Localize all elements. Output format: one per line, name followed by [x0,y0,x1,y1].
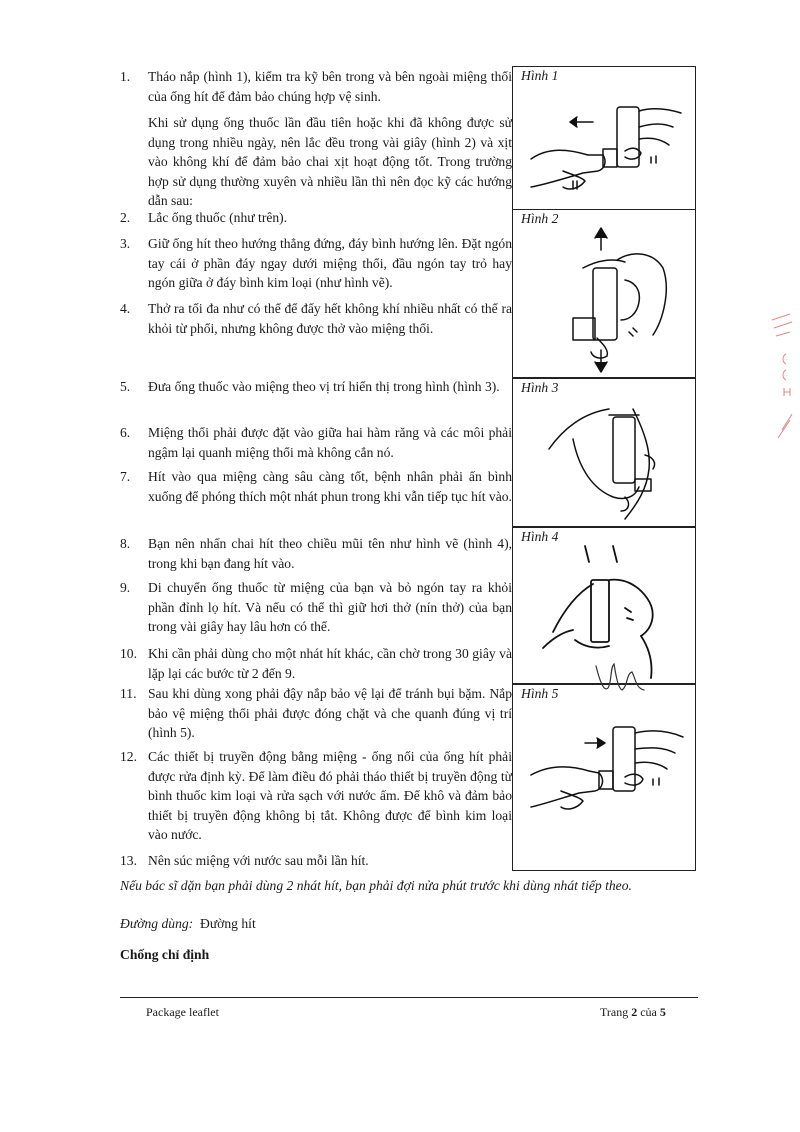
handwritten-initials [592,658,652,698]
step-4 [120,299,512,338]
inhaler-cap-replace-illustration [513,685,697,872]
step-text: Giữ ống hít theo hướng thẳng đứng, đáy bình hướng lên. Đặt ngón tay cái ở phần đáy ngay dưới miệng thổi, đầu ngón tay trỏ hay ngón giữa ở đáy bình kim loại (như hình vẽ). [148,236,512,291]
figure-label: Hình 1 [521,68,559,83]
step-number: 8. [120,536,131,551]
step-text: Miệng thổi phải được đặt vào giữa hai hàm răng và các môi phải ngậm lại quanh miệng thổi mà không cắn nó. [148,425,512,460]
step-7 [120,467,512,506]
page-of: của [640,1005,657,1019]
step-text: Tháo nắp (hình 1), kiểm tra kỹ bên trong và bên ngoài miệng thổi của ống hít để đảm bảo chúng hợp vệ sinh. [148,69,512,104]
step-text: Khi cần phải dùng cho một nhát hít khác, cần chờ trong 30 giây và lặp lại các bước từ 2 đến 9. [148,646,512,681]
step-text: Sau khi dùng xong phải đậy nắp bảo vệ lại để tránh bụi bặm. Nắp bảo vệ miệng thổi phải được đóng chặt và che quanh đúng vị trí (hình 5). [148,686,512,741]
step-number: 12. [120,749,137,764]
figure-label: Hình 2 [521,211,559,226]
step-number: 7. [120,469,131,484]
page-current: 2 [631,1005,638,1019]
step-text: Các thiết bị truyền động bằng miệng - ống nối của ống hít phải được rửa định kỳ. Để làm điều đó phải tháo thiết bị truyền động từ bình thuốc kim loại và rửa sạch với nước ấm. Để khô và đảm bảo thiết bị truyền động không bị tắt. Không được để bình kim loại vào nước. [148,749,512,843]
route-value: Đường hít [200,916,256,931]
step-text: Lắc ống thuốc (như trên). [148,210,288,225]
figure-3 [512,378,696,527]
inhaler-cap-removal-illustration [513,67,697,211]
step-number: 5. [120,379,131,394]
step-12 [120,747,512,845]
figure-2 [512,209,696,378]
figure-1 [512,66,696,210]
step-6 [120,423,512,462]
step-8 [120,534,512,573]
figure-5 [512,684,696,871]
figure-label: Hình 4 [521,529,559,544]
step-number: 9. [120,580,131,595]
dosage-note: Nếu bác sĩ dặn bạn phải dùng 2 nhát hít, bạn phải đợi nửa phút trước khi dùng nhát tiếp theo. [120,878,632,893]
step-number: 13. [120,853,137,868]
contraindication-heading: Chống chỉ định [120,947,210,962]
red-stamp-mark [768,310,798,460]
step-1-note: Khi sử dụng ống thuốc lần đầu tiên hoặc khi đã không được sử dụng trong nhiều ngày, nên lắc đều trong vài giây (hình 2) và xịt vào không khí để đảm bảo chai xịt hoạt động tốt. Trong trường hợp sử dụng thường xuyên và nhiều lần thì nên đọc kỹ các hướng dẫn sau: [148,115,512,209]
page-prefix: Trang [600,1005,629,1019]
step-number: 10. [120,646,137,661]
step-13 [120,851,512,871]
inhaler-in-mouth-illustration [513,379,697,528]
step-11 [120,684,512,743]
step-text: Hít vào qua miệng càng sâu càng tốt, bệnh nhân phải ấn bình xuống để phóng thích một nhát phun trong khi vẫn tiếp tục hít vào. [148,469,512,504]
footer-divider [120,997,698,998]
route-label: Đường dùng: [120,916,194,931]
inhaler-shake-illustration [513,210,697,379]
step-1 [120,67,512,106]
page-total: 5 [659,1005,666,1019]
step-text: Đưa ống thuốc vào miệng theo vị trí hiển thị trong hình (hình 3). [148,379,500,394]
step-text: Di chuyển ống thuốc từ miệng của bạn và bỏ ngón tay ra khỏi phần đỉnh lọ hít. Và nếu có thể thì giữ hơi thở (nín thở) của bạn trong vài giây hay lâu hơn có thể. [148,580,512,635]
footer-document-name: Package leaflet [146,1005,219,1019]
step-5 [120,377,512,397]
step-number: 2. [120,210,131,225]
step-number: 3. [120,236,131,251]
route-of-administration [120,916,256,932]
step-number: 11. [120,686,137,701]
step-text: Thở ra tối đa như có thể để đẩy hết không khí nhiều nhất có thể ra khỏi từ phổi, nhưng không được thở vào miệng thổi. [148,301,512,336]
footer-page-number [600,1005,666,1020]
step-text: Nên súc miệng với nước sau mỗi lần hít. [148,853,369,868]
step-10 [120,644,512,683]
step-2 [120,208,512,228]
figure-label: Hình 5 [521,686,559,701]
step-number: 1. [120,69,131,84]
step-number: 6. [120,425,131,440]
figure-label: Hình 3 [521,380,559,395]
step-3 [120,234,512,293]
step-number: 4. [120,301,131,316]
step-text: Bạn nên nhấn chai hít theo chiều mũi tên như hình vẽ (hình 4), trong khi bạn đang hít vào. [148,536,512,571]
step-9 [120,578,512,637]
